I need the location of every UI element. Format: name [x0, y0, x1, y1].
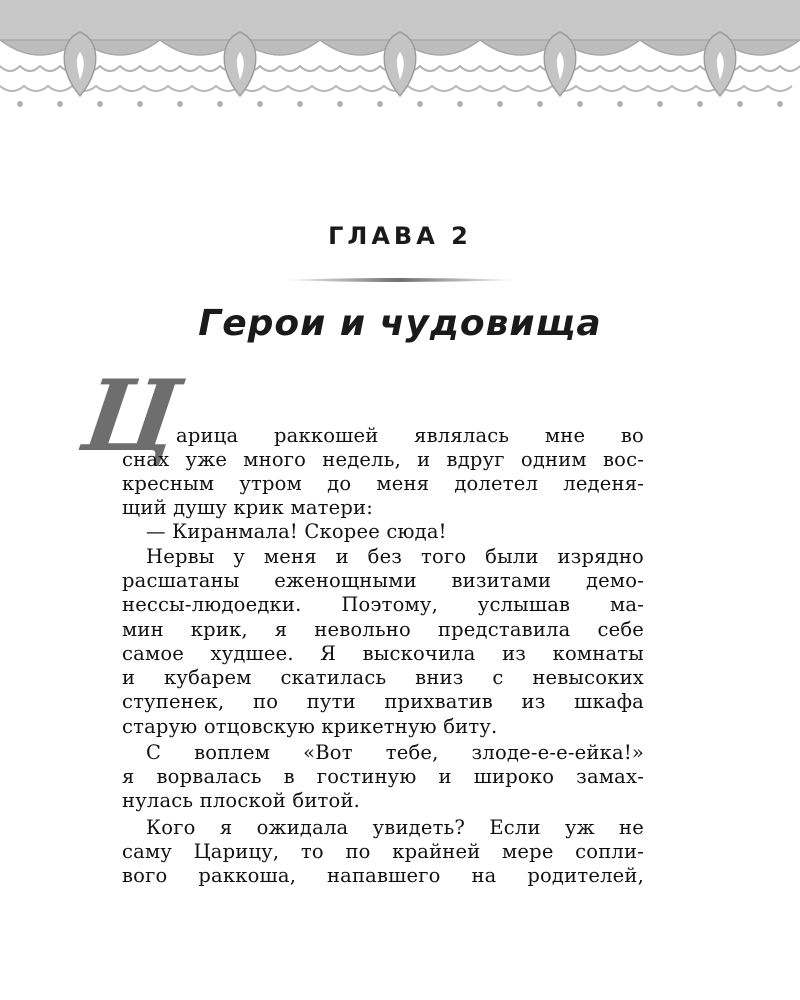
text-line: щий душу крик матери:: [122, 496, 374, 519]
text-line: самое худшее. Я выскочила из комнаты: [122, 642, 644, 665]
text-line: мин крик, я невольно представила себе: [122, 618, 644, 641]
top-ornament-border: [0, 0, 800, 118]
text-line: нессы-людоедки. Поэтому, услышав ма-: [122, 593, 644, 616]
text-line: нулась плоской битой.: [122, 789, 361, 812]
text-line: арица раккошей являлась мне во: [176, 424, 644, 447]
text-line: старую отцовскую крикетную биту.: [122, 715, 498, 738]
text-line: ступенек, по пути прихватив из шкафа: [122, 690, 644, 713]
text-line: — Киранмала! Скорее сюда!: [146, 520, 447, 543]
text-line: Нервы у меня и без того были изрядно: [146, 545, 644, 568]
text-line: я ворвалась в гостиную и широко замах-: [122, 765, 644, 788]
text-line: вого раккоша, напавшего на родителей,: [122, 864, 644, 887]
chapter-divider: [278, 276, 522, 284]
text-line: Кого я ожидала увидеть? Если уж не: [146, 816, 644, 839]
text-line: и кубарем скатилась вниз с невысоких: [122, 666, 644, 689]
text-line: расшатаны еженощными визитами демо-: [122, 569, 644, 592]
text-line: С воплем «Вот тебе, злоде-е-е-ейка!»: [146, 741, 644, 764]
chapter-title: Герои и чудовища: [198, 303, 602, 344]
chapter-label: ГЛАВА 2: [328, 222, 472, 250]
text-line: снах уже много недель, и вдруг одним вос-: [122, 448, 644, 471]
drop-cap-letter: Ц: [75, 359, 187, 474]
text-line: кресным утром до меня долетел леденя-: [122, 472, 644, 495]
text-line: саму Царицу, то по крайней мере сопли-: [122, 840, 644, 863]
